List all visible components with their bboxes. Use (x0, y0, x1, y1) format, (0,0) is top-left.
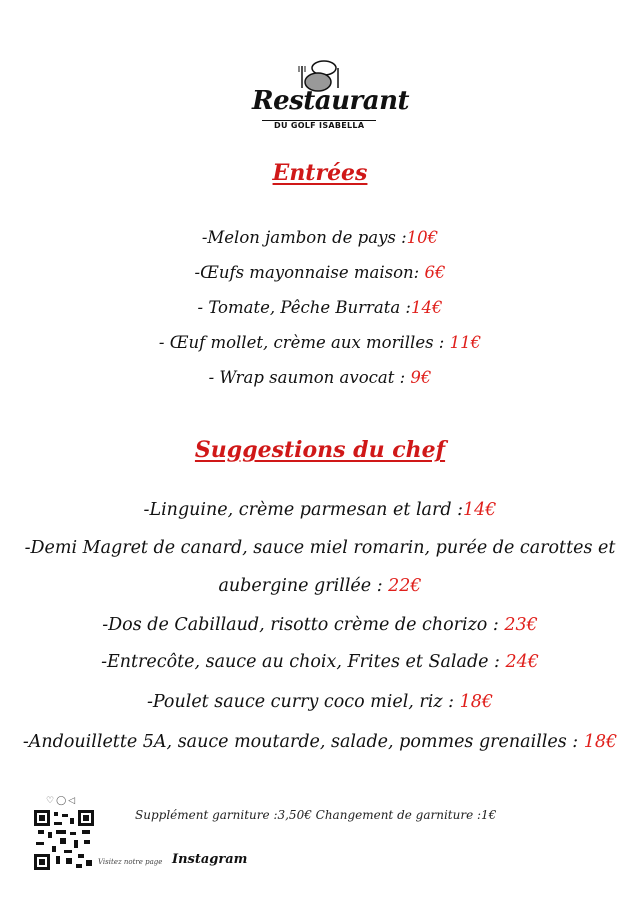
entree-item: - Wrap saumon avocat : 9€ (208, 368, 432, 387)
suggestions-heading: Suggestions du chef (194, 437, 446, 463)
suggestion-item: -Andouillette 5A, sauce moutarde, salade, pommes grenailles : 18€ (22, 732, 618, 752)
suggestion-item: aubergine grillée : 22€ (218, 576, 422, 596)
suggestion-item: -Entrecôte, sauce au choix, Frites et Salade : 24€ (101, 652, 539, 672)
entrees-heading: Entrées (272, 160, 368, 186)
instagram-link[interactable]: Instagram (172, 852, 248, 867)
entree-item: -Melon jambon de pays :10€ (201, 228, 439, 247)
entree-item: - Tomate, Pêche Burrata :14€ (197, 298, 443, 317)
visit-page-label: Visitez notre page (98, 858, 163, 866)
suggestion-item: -Dos de Cabillaud, risotto crème de chorizo : 23€ (102, 615, 538, 635)
suggestion-item: -Poulet sauce curry coco miel, riz : 18€ (146, 692, 494, 712)
logo-wordmark: Restaurant (252, 86, 410, 116)
restaurant-logo (248, 58, 410, 138)
garnish-supplements: Supplément garniture :3,50€ Changement de garniture :1€ (135, 808, 497, 822)
qr-code[interactable] (34, 810, 94, 870)
entree-item: - Œuf mollet, crème aux morilles : 11€ (158, 333, 482, 352)
suggestion-item: -Linguine, crème parmesan et lard :14€ (143, 500, 497, 520)
entree-item: -Œufs mayonnaise maison: 6€ (194, 263, 446, 282)
logo-subtitle: DU GOLF ISABELLA (274, 121, 365, 130)
suggestion-item: -Demi Magret de canard, sauce miel romarin, purée de carottes et (24, 538, 616, 558)
social-icons: ♡◯◁ (46, 796, 78, 806)
